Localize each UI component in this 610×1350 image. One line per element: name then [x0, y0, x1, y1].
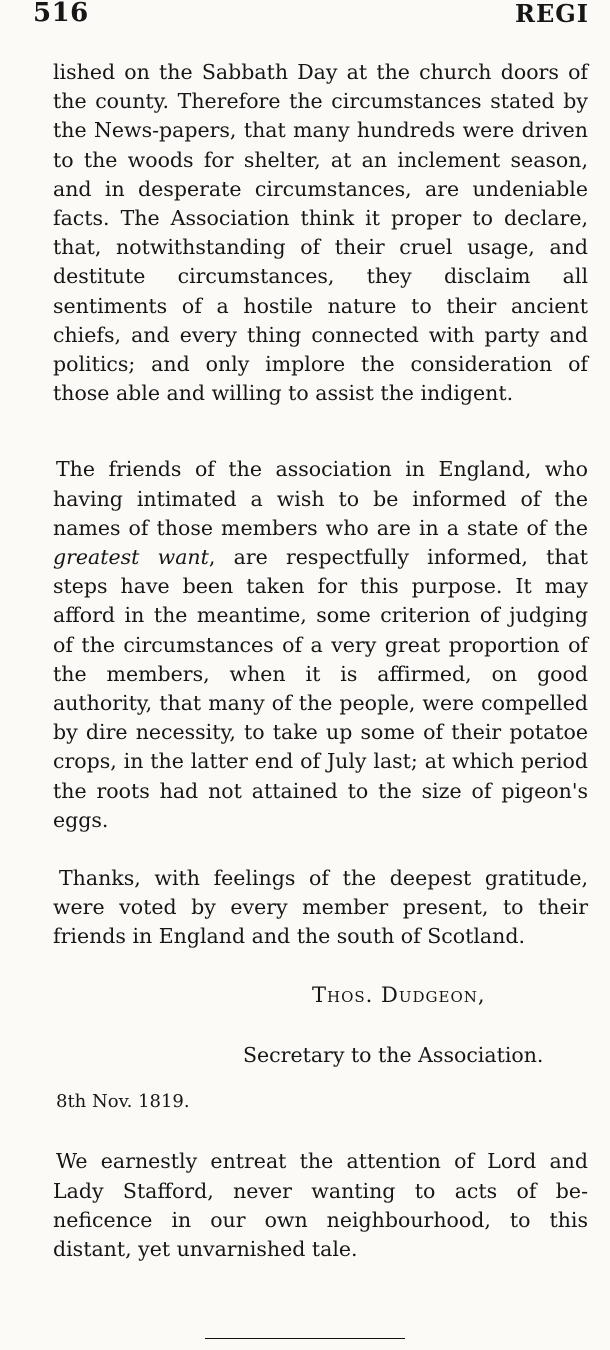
page-header: [0, 0, 610, 38]
body-paragraph-4: We earnestly entreat the attention of Lord and Lady Stafford, never wanting to acts of beneficence in our own neighbourhood, to this distant, yet unvarnished tale.: [53, 1149, 588, 1261]
body-paragraph-2: [53, 455, 588, 835]
signature-title: Secretary to the Association.: [243, 1042, 544, 1067]
letter-date: 8th Nov. 1819.: [56, 1091, 190, 1113]
page-number: 516: [33, 0, 89, 28]
closing-rule: [205, 1338, 405, 1339]
emphasis-greatest-want: greatest want: [53, 545, 209, 570]
paragraph-2-text-before: The friends of the association in England, who having intimated a wish to be informed of the names of those members who are in a state of the: [53, 457, 588, 540]
signature-name: Thos. Dudgeon,: [312, 982, 486, 1007]
article-body: [53, 56, 588, 1264]
paragraph-2-text-after: , are respectfully informed, that steps have been taken for this purpose. It may afford in the meantime, some criterion of judging of the circumstances of a very great proportion of the members, when it is affirmed, on good authority, that many of the people, were compelled by dire necessity, to take up some of their potatoe crops, in the latter end of July last; at which period the roots had not attained to the size of pigeon's eggs.: [53, 545, 588, 832]
body-paragraph-1: lished on the Sabbath Day at the church doors of the county. Therefore the circumstances stated by the News-papers, that many hundreds were driven to the woods for shelter, at an inclement season, and in desperate circumstances, are undeniable facts. The Association think it proper to declare, that, notwithstanding of their cruel usage, and destitute circumstances, they disclaim all sentiments of a hostile nature to their ancient chiefs, and every thing connected with party and politics; and only implore the consideration of those able and willing to assist the indigent.: [53, 60, 588, 406]
body-paragraph-3: Thanks, with feelings of the deepest gratitude, were voted by every member present, to their friends in England and the south of Scotland.: [53, 866, 588, 949]
running-head: REGI: [515, 0, 589, 28]
